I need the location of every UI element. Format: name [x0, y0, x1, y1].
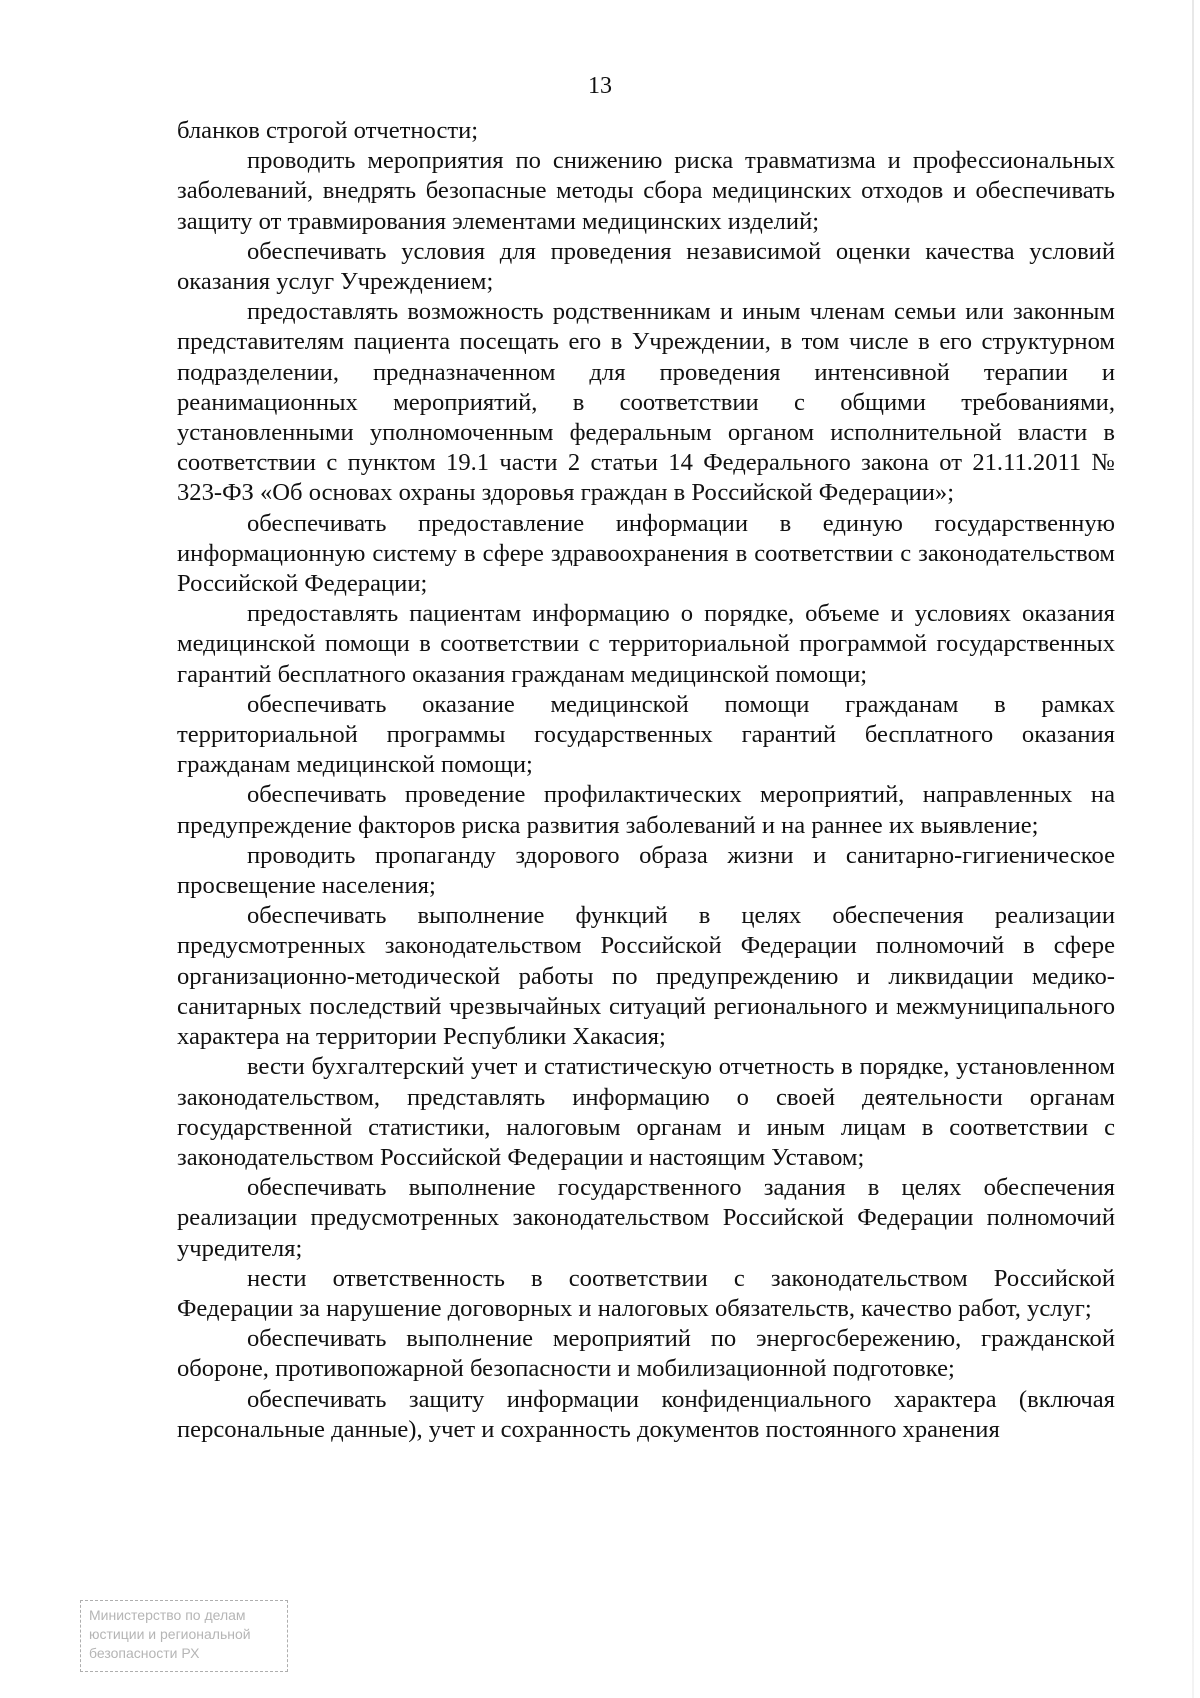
page-number: 13	[588, 73, 612, 99]
stamp-line: Министерство по делам	[89, 1607, 246, 1623]
paragraph: проводить пропаганду здорового образа жизни и санитарно-гигиеническое просвещение населения;	[177, 841, 1115, 900]
paragraph: вести бухгалтерский учет и статистическую отчетность в порядке, установленном законодательством, представлять информацию о своей деятельности органам государственной статистики, налоговым органам и иным лицам в соответствии с законодательством Российской Федерации и настоящим Уставом;	[177, 1053, 1115, 1171]
paragraph: предоставлять пациентам информацию о порядке, объеме и условиях оказания медицинской помощи в соответствии с территориальной программой государственных гарантий бесплатного оказания гражданам медицинской помощи;	[177, 600, 1115, 688]
page-edge-line	[1192, 0, 1194, 1698]
ministry-stamp	[80, 1600, 288, 1672]
paragraph: обеспечивать защиту информации конфиденциального характера (включая персональные данные), учет и сохранность документов постоянного хранения	[177, 1385, 1115, 1443]
paragraph: нести ответственность в соответствии с законодательством Российской Федерации за нарушение договорных и налоговых обязательств, качество работ, услуг;	[177, 1264, 1115, 1322]
paragraph: обеспечивать выполнение государственного задания в целях обеспечения реализации предусмотренных законодательством Российской Федерации полномочий учредителя;	[177, 1174, 1115, 1262]
paragraph: обеспечивать проведение профилактических мероприятий, направленных на предупреждение факторов риска развития заболеваний и на раннее их выявление;	[177, 781, 1115, 839]
paragraph: обеспечивать предоставление информации в единую государственную информационную систему в сфере здравоохранения в соответствии с законодательством Российской Федерации;	[177, 509, 1115, 598]
paragraph: обеспечивать условия для проведения независимой оценки качества условий оказания услуг Учреждением;	[177, 237, 1115, 296]
paragraph: предоставлять возможность родственникам и иным членам семьи или законным представителям пациента посещать его в Учреждении, в том числе в его структурном подразделении, предназначенном для проведения интенсивной терапии и реанимационных мероприятий, в соответствии с общими требованиями, установленными уполномоченным федеральным органом исполнительной власти в соответствии с пунктом 19.1 части 2 статьи 14 Федерального закона от 21.11.2011 № 323-ФЗ «Об основах охраны здоровья граждан в Российской Федерации»;	[177, 298, 1115, 507]
stamp-line: безопасности РХ	[89, 1645, 200, 1661]
paragraph: обеспечивать выполнение мероприятий по энергосбережению, гражданской обороне, противопожарной безопасности и мобилизационной подготовке;	[177, 1325, 1115, 1383]
paragraph: проводить мероприятия по снижению риска травматизма и профессиональных заболеваний, внедрять безопасные методы сбора медицинских отходов и обеспечивать защиту от травмирования элементами медицинских изделий;	[177, 147, 1115, 235]
paragraph-continuation: бланков строгой отчетности;	[177, 117, 479, 144]
paragraph: обеспечивать оказание медицинской помощи гражданам в рамках территориальной программы государственных гарантий бесплатного оказания гражданам медицинской помощи;	[177, 690, 1115, 779]
paragraph: обеспечивать выполнение функций в целях обеспечения реализации предусмотренных законодательством Российской Федерации полномочий в сфере организационно-методической работы по предупреждению и ликвидации медико-санитарных последствий чрезвычайных ситуаций регионального и межмуниципального характера на территории Республики Хакасия;	[177, 902, 1115, 1051]
document-body	[177, 116, 1115, 1445]
stamp-line: юстиции и региональной	[89, 1626, 251, 1642]
